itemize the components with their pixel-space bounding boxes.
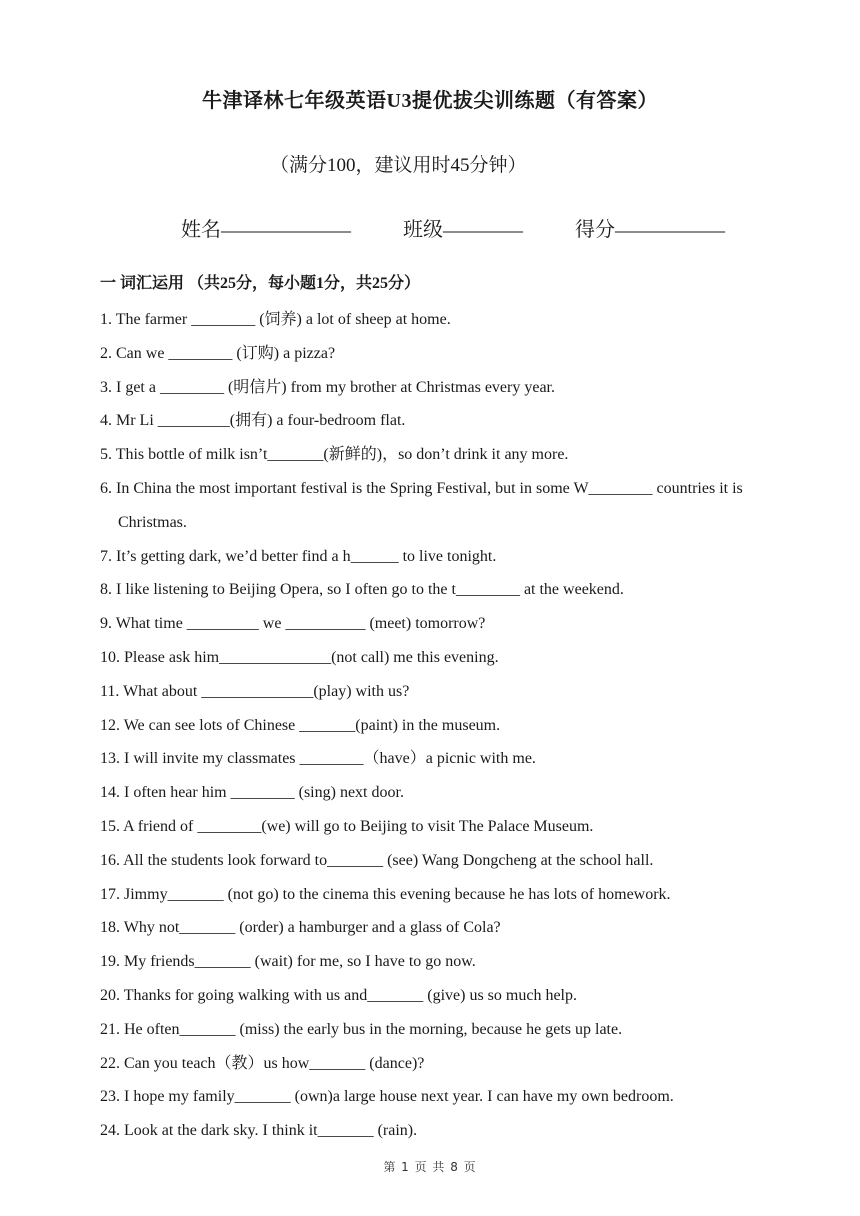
question-item: 11. What about ______________(play) with us? (100, 682, 410, 700)
question-item: 20. Thanks for going walking with us and_______ (give) us so much help. (100, 986, 577, 1004)
question-item: 5. This bottle of milk isn’t_______(新鲜的)，so don’t drink it any more. (100, 446, 569, 464)
question-item: 3. I get a ________ (明信片) from my brother at Christmas every year. (100, 378, 556, 396)
question-item: 24. Look at the dark sky. I think it_______ (rain). (100, 1122, 418, 1140)
section-heading: 一 词汇运用 （共25分，每小题1分，共25分） (100, 275, 421, 292)
question-item: 4. Mr Li _________(拥有) a four-bedroom flat. (100, 412, 406, 430)
page-footer: 第 1 页 共 8 页 (383, 1160, 477, 1174)
name-blank: _____________ (221, 213, 351, 235)
document-title: 牛津译林七年级英语U3提优拔尖训练题（有答案） (202, 90, 658, 112)
score-blank: ___________ (615, 213, 725, 235)
question-item: 18. Why not_______ (order) a hamburger and a glass of Cola? (100, 919, 501, 937)
question-item: 6. In China the most important festival is the Spring Festival, but in some W________ countries it is Christmas. (100, 479, 743, 531)
question-item: 14. I often hear him ________ (sing) next door. (100, 784, 404, 802)
score-label: 得分 (575, 219, 615, 241)
question-item: 2. Can we ________ (订购) a pizza? (100, 344, 336, 362)
name-label: 姓名 (181, 219, 221, 241)
question-item: 10. Please ask him______________(not call) me this evening. (100, 648, 499, 666)
question-item: 23. I hope my family_______ (own)a large house next year. I can have my own bedroom. (100, 1088, 674, 1106)
question-item: 12. We can see lots of Chinese _______(paint) in the museum. (100, 716, 501, 734)
class-field (403, 213, 523, 242)
document-subtitle: （满分100，建议用时45分钟） (270, 155, 527, 176)
question-item: 8. I like listening to Beijing Opera, so I often go to the t________ at the weekend. (100, 581, 624, 599)
question-item: 22. Can you teach（教）us how_______ (dance)? (100, 1054, 425, 1072)
question-item: 13. I will invite my classmates ________（have）a picnic with me. (100, 750, 536, 768)
score-field (575, 213, 725, 242)
class-blank: ________ (443, 213, 523, 235)
question-item: 9. What time _________ we __________ (meet) tomorrow? (100, 615, 486, 633)
question-list (100, 303, 780, 1148)
question-item: 21. He often_______ (miss) the early bus in the morning, because he gets up late. (100, 1020, 623, 1038)
question-item: 16. All the students look forward to_______ (see) Wang Dongcheng at the school hall. (100, 851, 654, 869)
class-label: 班级 (403, 219, 443, 241)
question-item: 19. My friends_______ (wait) for me, so I have to go now. (100, 953, 476, 971)
question-item: 1. The farmer ________ (饲养) a lot of sheep at home. (100, 311, 451, 328)
question-item: 7. It’s getting dark, we’d better find a h______ to live tonight. (100, 547, 497, 565)
student-info-row (181, 213, 725, 242)
question-item: 15. A friend of ________(we) will go to Beijing to visit The Palace Museum. (100, 817, 594, 835)
name-field (181, 213, 351, 242)
question-item: 17. Jimmy_______ (not go) to the cinema this evening because he has lots of homework. (100, 885, 671, 903)
